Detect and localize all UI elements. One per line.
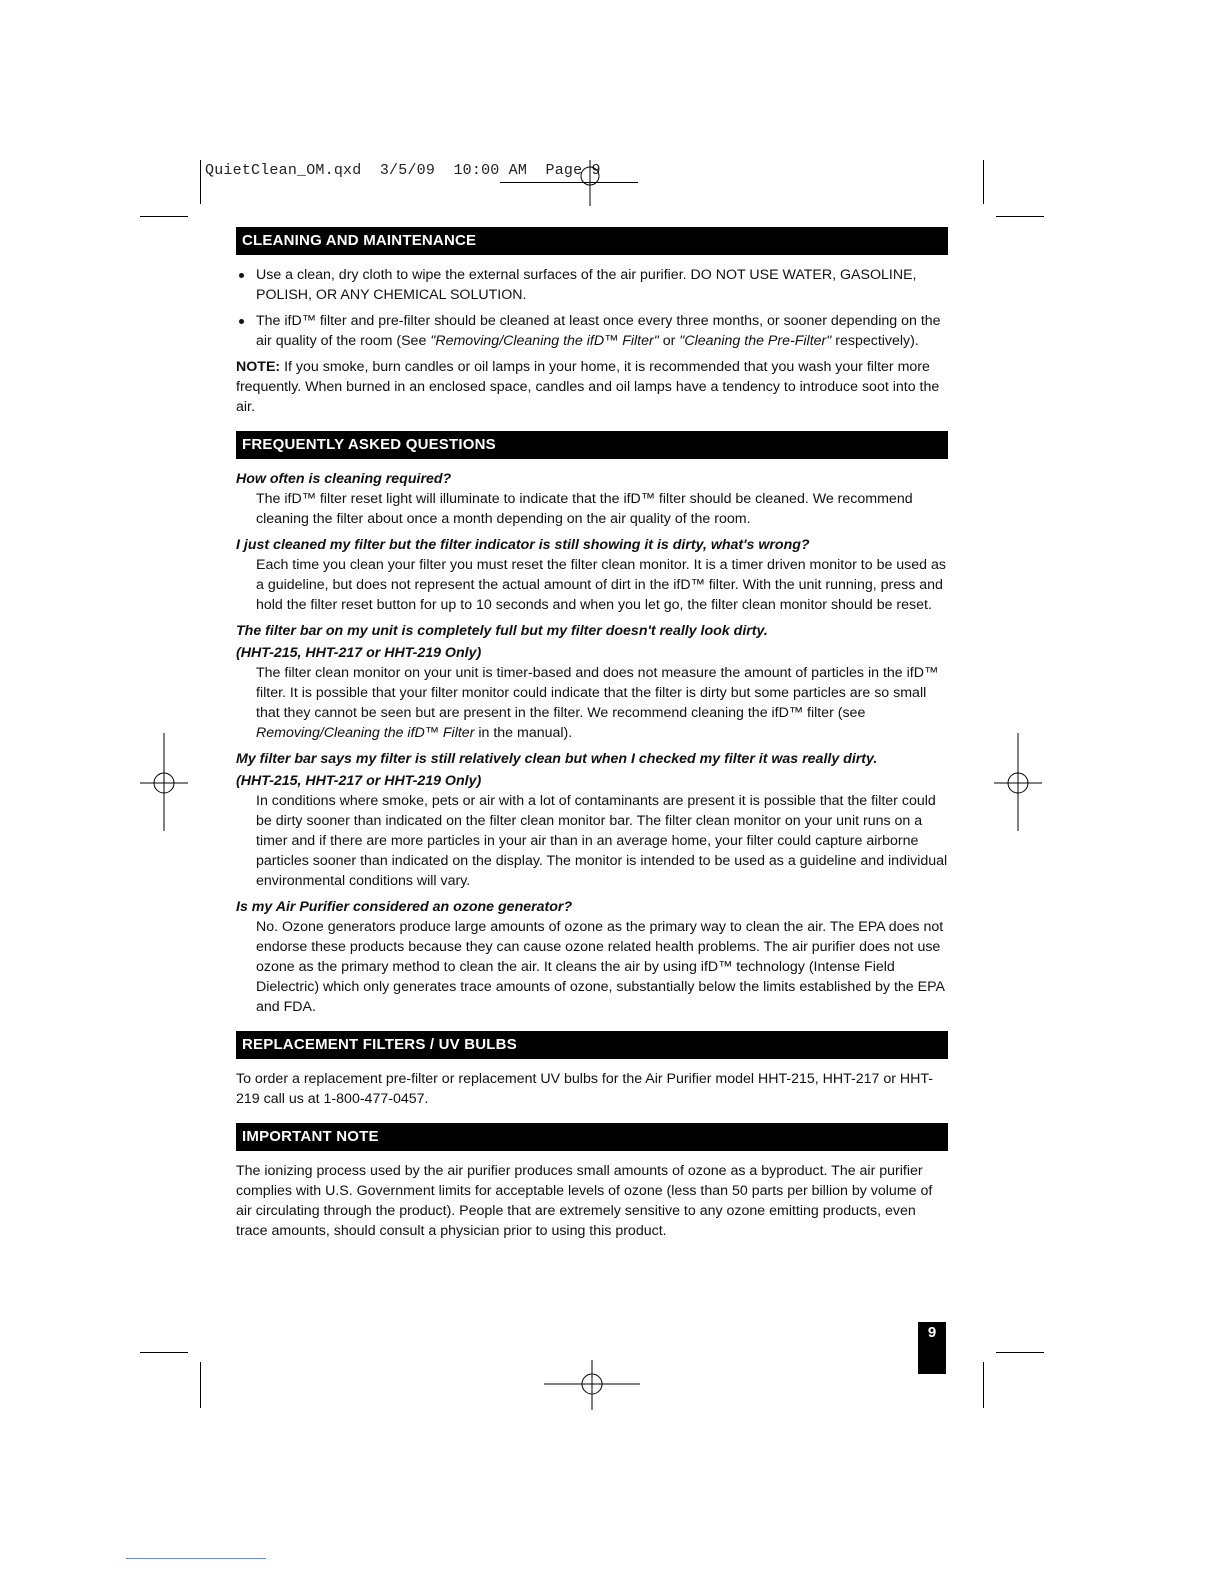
crop-mark [983, 160, 984, 204]
slug-page: Page 9 [545, 162, 601, 179]
answer-text: in the manual). [474, 725, 573, 741]
section-header-replacement: REPLACEMENT FILTERS / UV BULBS [236, 1031, 948, 1059]
bullet-text: respectively). [831, 333, 919, 349]
cross-reference: "Removing/Cleaning the ifD™ Filter" [430, 333, 659, 349]
footer-rule [126, 1558, 266, 1559]
faq-question: Is my Air Purifier considered an ozone generator? [236, 899, 573, 915]
list-item: Use a clean, dry cloth to wipe the external surfaces of the air purifier. DO NOT USE WATER, GASOLINE, POLISH, OR ANY CHEMICAL SOLUTION. [236, 265, 948, 305]
faq-question-models: (HHT-215, HHT-217 or HHT-219 Only) [236, 645, 482, 661]
slug-time: 10:00 AM [453, 162, 528, 179]
slug-file: QuietClean_OM.qxd [205, 162, 362, 179]
registration-mark-right [994, 733, 1042, 831]
faq-answer: Each time you clean your filter you must reset the filter clean monitor. It is a timer driven monitor to be used as a guideline, but does not represent the actual amount of dirt in the ifD™ filter. With the unit running, press and hold the filter reset button for up to 10 seconds and when you let go, the filter clean monitor should be reset. [256, 557, 946, 613]
important-text: The ionizing process used by the air purifier produces small amounts of ozone as a byproduct. The air purifier complies with U.S. Government limits for acceptable levels of ozone (less than 50 parts per billion by volume of air circulating through the product). People that are extremely sensitive to any ozone emitting products, even trace amounts, should consult a physician prior to using this product. [236, 1163, 933, 1239]
section-header-cleaning: CLEANING AND MAINTENANCE [236, 227, 948, 255]
note-label: NOTE: [236, 359, 281, 375]
crop-mark [983, 1362, 984, 1408]
faq-question: I just cleaned my filter but the filter indicator is still showing it is dirty, what's wrong? [236, 537, 810, 553]
faq-question: How often is cleaning required? [236, 471, 452, 487]
crop-mark [996, 1352, 1044, 1353]
crop-mark [200, 1362, 201, 1408]
replacement-text: To order a replacement pre-filter or replacement UV bulbs for the Air Purifier model HHT-215, HHT-217 or HHT-219 call us at 1-800-477-0457. [236, 1071, 934, 1107]
faq-answer: In conditions where smoke, pets or air with a lot of contaminants are present it is possible that the filter could be dirty sooner than indicated on the filter clean monitor bar. The filter clean monitor on your unit runs on a timer and if there are more particles in your air than in an average home, your filter could capture airborne particles sooner than indicated on the display. The monitor is intended to be used as a guideline and individual environmental conditions will vary. [256, 793, 948, 889]
cleaning-list [236, 265, 948, 351]
slug-date: 3/5/09 [379, 162, 436, 179]
crop-mark [140, 1352, 188, 1353]
answer-text: The filter clean monitor on your unit is timer-based and does not measure the amount of particles in the ifD™ filter. It is possible that your filter monitor could indicate that the filter is dirty but some particles are so small that they cannot be seen but are present in the filter. We recommend cleaning the ifD™ filter (see [256, 665, 939, 721]
registration-mark-bottom [544, 1360, 640, 1410]
faq-answer: No. Ozone generators produce large amounts of ozone as the primary way to clean the air. The EPA does not endorse these products because they can cause ozone related health problems. The air purifier does not use ozone as the primary method to clean the air. It cleans the air by using ifD™ technology (Intense Field Dielectric) which only generates trace amounts of ozone, substantially below the limits established by the EPA and FDA. [256, 919, 945, 1015]
cross-reference: "Cleaning the Pre-Filter" [679, 333, 832, 349]
faq-question: The filter bar on my unit is completely full but my filter doesn't really look dirty. [236, 623, 768, 639]
crop-mark [996, 216, 1044, 217]
print-slug [205, 162, 601, 179]
bullet-text: or [658, 333, 680, 349]
page-number-tab [918, 1322, 946, 1374]
manual-page-content [236, 227, 948, 1247]
slug-underline [500, 182, 638, 183]
note-text: If you smoke, burn candles or oil lamps in your home, it is recommended that you wash your filter more frequently. When burned in an enclosed space, candles and oil lamps have a tendency to introduce soot into the air. [236, 359, 940, 415]
bullet-text: The ifD™ filter and pre-filter should be cleaned at least once every three months, or sooner depending on the air quality of the room (See [256, 313, 941, 349]
section-header-important: IMPORTANT NOTE [236, 1123, 948, 1151]
cross-reference: Removing/Cleaning the ifD™ Filter [256, 725, 475, 741]
page-number: 9 [927, 1324, 937, 1341]
list-item [236, 311, 948, 351]
crop-mark [200, 160, 201, 204]
faq-question: My filter bar says my filter is still relatively clean but when I checked my filter it was really dirty. [236, 751, 878, 767]
faq-answer: The ifD™ filter reset light will illuminate to indicate that the ifD™ filter should be cleaned. We recommend cleaning the filter about once a month depending on the air quality of the room. [256, 491, 913, 527]
faq-question-models: (HHT-215, HHT-217 or HHT-219 Only) [236, 773, 482, 789]
crop-mark [140, 216, 188, 217]
registration-mark-top [570, 160, 610, 206]
faq-answer [236, 663, 948, 743]
section-header-faq: FREQUENTLY ASKED QUESTIONS [236, 431, 948, 459]
registration-mark-left [140, 733, 188, 831]
cleaning-note [236, 357, 948, 417]
